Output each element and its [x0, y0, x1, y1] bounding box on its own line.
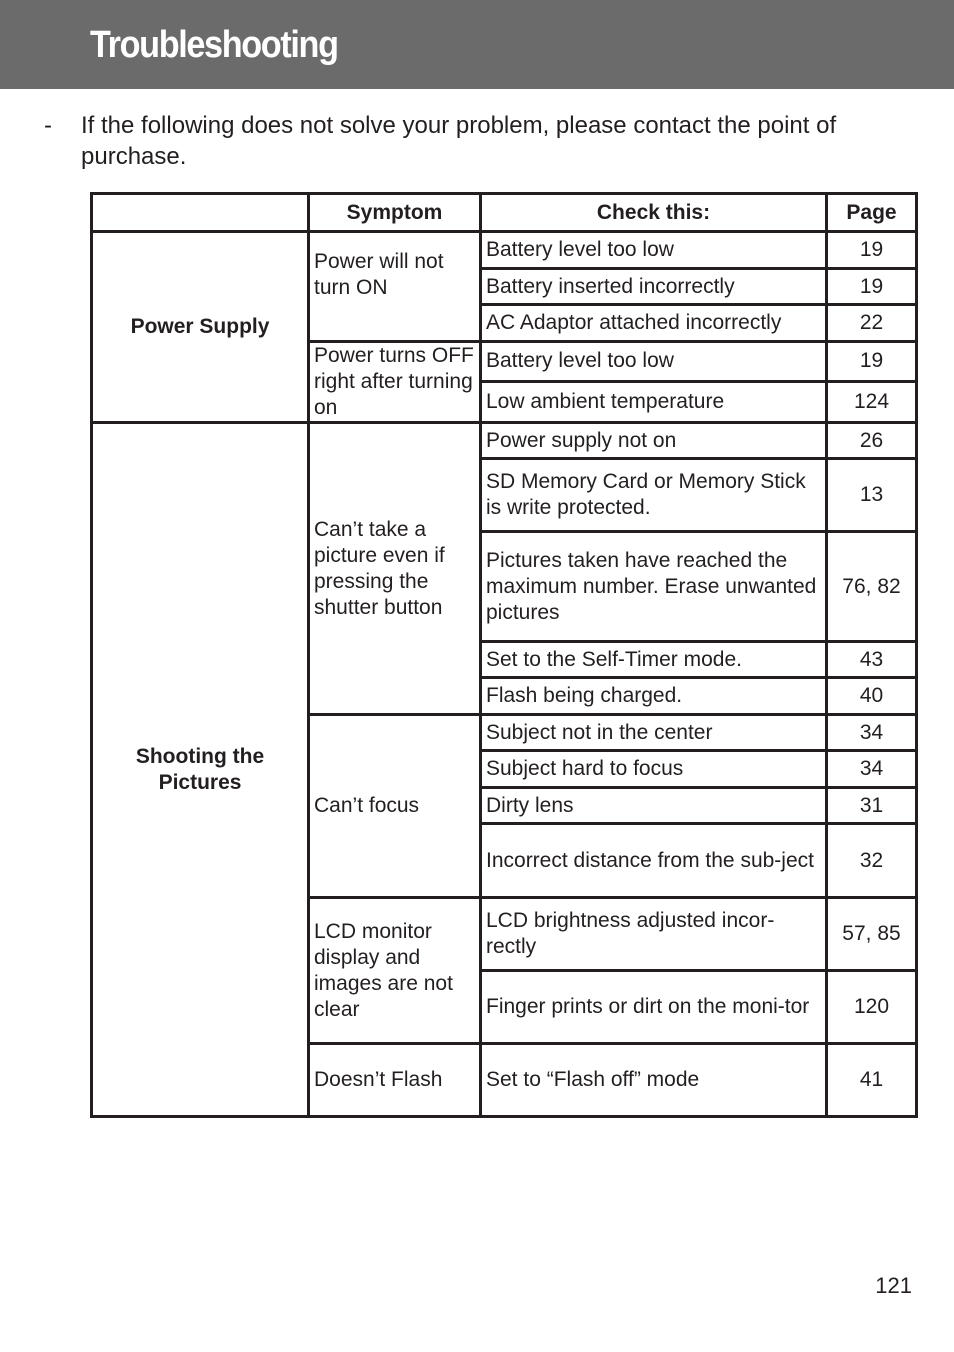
header-symptom: Symptom — [309, 194, 481, 232]
check-cell: LCD brightness adjusted incor-rectly — [481, 898, 827, 971]
check-cell: Battery level too low — [481, 342, 827, 382]
page-title: Troubleshooting — [90, 24, 338, 66]
page-cell: 43 — [827, 642, 917, 678]
troubleshooting-table — [90, 192, 918, 1118]
symptom-cell: Can’t take a picture even if pressing the shutter button — [309, 423, 481, 715]
page-cell: 34 — [827, 715, 917, 751]
page-cell: 41 — [827, 1044, 917, 1117]
symptom-cell: Can’t focus — [309, 715, 481, 898]
check-cell: Subject hard to focus — [481, 751, 827, 788]
page-cell: 124 — [827, 381, 917, 422]
check-cell: Finger prints or dirt on the moni-tor — [481, 971, 827, 1044]
page-cell: 19 — [827, 269, 917, 305]
page-cell: 26 — [827, 423, 917, 459]
check-cell: Pictures taken have reached the maximum number. Erase unwanted pictures — [481, 532, 827, 642]
check-cell: Battery level too low — [481, 232, 827, 269]
page-cell: 120 — [827, 971, 917, 1044]
check-cell: Battery inserted incorrectly — [481, 269, 827, 305]
intro-text: If the following does not solve your problem, please contact the point of purchase. — [81, 112, 837, 170]
check-cell: Dirty lens — [481, 788, 827, 824]
table-header-row — [92, 194, 917, 232]
page-cell: 40 — [827, 678, 917, 715]
page-cell: 31 — [827, 788, 917, 824]
category-power-supply: Power Supply — [92, 232, 309, 423]
header-band — [0, 0, 954, 89]
symptom-cell: Doesn’t Flash — [309, 1044, 481, 1117]
page-cell: 76, 82 — [827, 532, 917, 642]
page-number: 121 — [875, 1273, 912, 1298]
header-page: Page — [827, 194, 917, 232]
check-cell: Power supply not on — [481, 423, 827, 459]
page-cell: 19 — [827, 342, 917, 382]
page-cell: 32 — [827, 824, 917, 898]
check-cell: Incorrect distance from the sub-ject — [481, 824, 827, 898]
bullet-dash: - — [44, 112, 52, 139]
check-cell: Subject not in the center — [481, 715, 827, 751]
page-cell: 22 — [827, 305, 917, 342]
check-cell: Set to “Flash off” mode — [481, 1044, 827, 1117]
symptom-cell: Power turns OFF right after turning on — [309, 342, 481, 423]
symptom-cell: Power will not turn ON — [309, 232, 481, 342]
header-category — [92, 194, 309, 232]
check-cell: Low ambient temperature — [481, 381, 827, 422]
page-cell: 57, 85 — [827, 898, 917, 971]
page-cell: 34 — [827, 751, 917, 788]
page-cell: 13 — [827, 459, 917, 532]
header-check: Check this: — [481, 194, 827, 232]
page-cell: 19 — [827, 232, 917, 269]
table-row — [92, 232, 917, 269]
check-cell: Flash being charged. — [481, 678, 827, 715]
table-row — [92, 423, 917, 459]
check-cell: Set to the Self-Timer mode. — [481, 642, 827, 678]
category-shooting-pictures: Shooting the Pictures — [92, 423, 309, 1117]
symptom-cell: LCD monitor display and images are not clear — [309, 898, 481, 1044]
check-cell: SD Memory Card or Memory Stick is write protected. — [481, 459, 827, 532]
check-cell: AC Adaptor attached incorrectly — [481, 305, 827, 342]
